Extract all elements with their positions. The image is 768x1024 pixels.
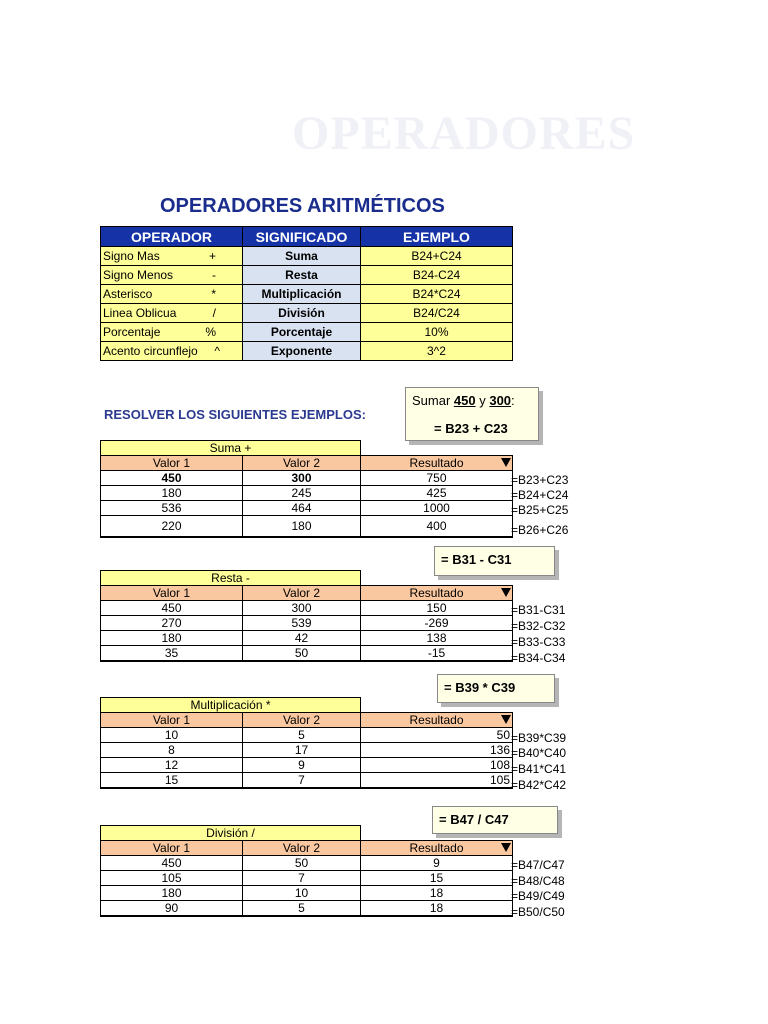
operator-name: Signo Menos: [103, 268, 174, 282]
header-valor-2: Valor 2: [243, 586, 361, 601]
resta-table: [100, 570, 513, 662]
blank-cell: [361, 826, 513, 841]
blank-cell: [361, 441, 513, 456]
table-row: [101, 646, 513, 662]
valor-1-cell[interactable]: 450: [101, 471, 243, 486]
table-row: [101, 516, 513, 538]
formula-text: =B48/C48: [511, 874, 565, 888]
formula-text: =B25+C25: [511, 503, 569, 517]
operator-symbol: ^: [214, 344, 220, 358]
meaning-cell[interactable]: Suma: [243, 247, 361, 266]
formula-text: =B39*C39: [511, 731, 567, 745]
meaning-cell[interactable]: Resta: [243, 266, 361, 285]
valor-2-cell[interactable]: 10: [243, 886, 361, 901]
valor-2-cell[interactable]: 300: [243, 601, 361, 616]
division-table: [100, 825, 513, 917]
exercises-heading: RESOLVER LOS SIGUIENTES EJEMPLOS:: [104, 407, 366, 422]
valor-1-cell[interactable]: 35: [101, 646, 243, 662]
resultado-cell[interactable]: 400: [361, 516, 513, 538]
valor-2-cell[interactable]: 5: [243, 901, 361, 917]
valor-1-cell[interactable]: 536: [101, 501, 243, 516]
note-formula: = B47 / C47: [439, 812, 509, 827]
valor-2-cell[interactable]: 5: [243, 728, 361, 743]
valor-1-cell[interactable]: 10: [101, 728, 243, 743]
example-cell[interactable]: B24*C24: [361, 285, 513, 304]
note-value-b: 300: [489, 393, 512, 408]
table-title: División /: [101, 826, 361, 841]
valor-1-cell[interactable]: 12: [101, 758, 243, 773]
operator-name: Asterisco: [103, 287, 153, 301]
valor-2-cell[interactable]: 7: [243, 773, 361, 789]
table-row: [101, 886, 513, 901]
valor-2-cell[interactable]: 464: [243, 501, 361, 516]
resultado-cell[interactable]: 108: [361, 758, 513, 773]
operator-row: [101, 323, 513, 342]
table-title-row: [101, 571, 513, 586]
valor-2-cell[interactable]: 180: [243, 516, 361, 538]
meaning-cell[interactable]: Exponente: [243, 342, 361, 361]
meaning-cell[interactable]: División: [243, 304, 361, 323]
table-row: [101, 486, 513, 501]
operators-header-row: [101, 227, 513, 247]
resultado-cell[interactable]: 105: [361, 773, 513, 789]
valor-2-cell[interactable]: 50: [243, 646, 361, 662]
blank-cell: [361, 571, 513, 586]
operator-row: [101, 342, 513, 361]
resultado-cell[interactable]: 9: [361, 856, 513, 871]
formula-text: =B24+C24: [511, 488, 569, 502]
table-row: [101, 501, 513, 516]
operator-symbol: -: [212, 268, 216, 282]
operators-table: [100, 226, 513, 361]
valor-2-cell[interactable]: 300: [243, 471, 361, 486]
operator-name: Linea Oblicua: [103, 306, 177, 320]
resultado-cell[interactable]: 750: [361, 471, 513, 486]
operator-cell[interactable]: [101, 304, 243, 323]
column-header-row: [101, 456, 513, 471]
note-formula: = B39 * C39: [444, 680, 516, 695]
example-cell[interactable]: B24-C24: [361, 266, 513, 285]
operator-symbol: %: [205, 325, 216, 339]
header-resultado: Resultado: [361, 586, 513, 601]
operator-cell[interactable]: [101, 323, 243, 342]
header-valor-2: Valor 2: [243, 456, 361, 471]
operator-row: [101, 285, 513, 304]
formula-text: =B42*C42: [511, 778, 567, 792]
operator-row: [101, 266, 513, 285]
resultado-cell[interactable]: 138: [361, 631, 513, 646]
table-row: [101, 471, 513, 486]
valor-1-cell[interactable]: 90: [101, 901, 243, 917]
resultado-cell[interactable]: -269: [361, 616, 513, 631]
blank-cell: [361, 698, 513, 713]
header-significado: SIGNIFICADO: [243, 227, 361, 247]
table-row: [101, 631, 513, 646]
note-value-a: 450: [453, 393, 476, 408]
header-valor-1: Valor 1: [101, 586, 243, 601]
header-resultado: Resultado: [361, 456, 513, 471]
valor-2-cell[interactable]: 9: [243, 758, 361, 773]
resultado-cell[interactable]: 136: [361, 743, 513, 758]
operator-row: [101, 304, 513, 323]
example-cell[interactable]: B24/C24: [361, 304, 513, 323]
table-row: [101, 901, 513, 917]
table-title-row: [101, 441, 513, 456]
valor-1-cell[interactable]: 270: [101, 616, 243, 631]
operator-cell[interactable]: [101, 247, 243, 266]
multiplicacion-table: [100, 697, 513, 789]
watermark-title: OPERADORES: [292, 107, 636, 160]
operator-cell[interactable]: [101, 266, 243, 285]
note-formula: = B31 - C31: [441, 552, 512, 567]
resultado-cell[interactable]: 425: [361, 486, 513, 501]
header-valor-2: Valor 2: [243, 841, 361, 856]
example-cell[interactable]: B24+C24: [361, 247, 513, 266]
valor-2-cell[interactable]: 245: [243, 486, 361, 501]
column-header-row: [101, 586, 513, 601]
column-header-row: [101, 841, 513, 856]
valor-1-cell[interactable]: 450: [101, 856, 243, 871]
valor-1-cell[interactable]: 105: [101, 871, 243, 886]
resultado-cell[interactable]: 150: [361, 601, 513, 616]
column-header-row: [101, 713, 513, 728]
operator-cell[interactable]: [101, 285, 243, 304]
formula-text: =B49/C49: [511, 889, 565, 903]
valor-2-cell[interactable]: 42: [243, 631, 361, 646]
valor-1-cell[interactable]: 180: [101, 886, 243, 901]
table-row: [101, 773, 513, 789]
header-ejemplo: EJEMPLO: [361, 227, 513, 247]
note-formula: = B23 + C23: [434, 421, 508, 436]
formula-text: =B23+C23: [511, 473, 569, 487]
valor-2-cell[interactable]: 7: [243, 871, 361, 886]
table-row: [101, 871, 513, 886]
operator-name: Acento circunflejo: [103, 344, 198, 358]
note-prefix: Sumar: [412, 393, 454, 408]
valor-2-cell[interactable]: 50: [243, 856, 361, 871]
table-title-row: [101, 698, 513, 713]
formula-text: =B34-C34: [511, 651, 566, 665]
formula-text: =B31-C31: [511, 603, 566, 617]
valor-1-cell[interactable]: 450: [101, 601, 243, 616]
formula-text: =B47/C47: [511, 858, 565, 872]
valor-1-cell[interactable]: 180: [101, 631, 243, 646]
resultado-cell[interactable]: 15: [361, 871, 513, 886]
header-valor-2: Valor 2: [243, 713, 361, 728]
table-row: [101, 728, 513, 743]
valor-2-cell[interactable]: 17: [243, 743, 361, 758]
sum-comment-note: [405, 387, 539, 441]
formula-text: =B33-C33: [511, 635, 566, 649]
operator-symbol: +: [208, 249, 216, 263]
table-title: Resta -: [101, 571, 361, 586]
resultado-cell[interactable]: 1000: [361, 501, 513, 516]
table-row: [101, 743, 513, 758]
header-valor-1: Valor 1: [101, 456, 243, 471]
resultado-cell[interactable]: -15: [361, 646, 513, 662]
note-suffix: :: [511, 393, 515, 408]
table-row: [101, 616, 513, 631]
valor-2-cell[interactable]: 539: [243, 616, 361, 631]
operator-name: Porcentaje: [103, 325, 161, 339]
table-row: [101, 758, 513, 773]
table-row: [101, 856, 513, 871]
operator-symbol: *: [211, 287, 216, 301]
operator-cell[interactable]: [101, 342, 243, 361]
header-resultado: Resultado: [361, 841, 513, 856]
table-title: Suma +: [101, 441, 361, 456]
operator-name: Signo Mas: [103, 249, 160, 263]
valor-1-cell[interactable]: 15: [101, 773, 243, 789]
resultado-cell[interactable]: 18: [361, 886, 513, 901]
table-title: Multiplicación *: [101, 698, 361, 713]
resultado-cell[interactable]: 18: [361, 901, 513, 917]
header-valor-1: Valor 1: [101, 713, 243, 728]
formula-text: =B50/C50: [511, 905, 565, 919]
operator-symbol: /: [212, 306, 216, 320]
header-valor-1: Valor 1: [101, 841, 243, 856]
example-cell[interactable]: 3^2: [361, 342, 513, 361]
note-mid: y: [475, 393, 490, 408]
page-heading: OPERADORES ARITMÉTICOS: [160, 195, 445, 217]
table-row: [101, 601, 513, 616]
valor-1-cell[interactable]: 180: [101, 486, 243, 501]
header-resultado: Resultado: [361, 713, 513, 728]
formula-text: =B26+C26: [511, 523, 569, 537]
meaning-cell[interactable]: Porcentaje: [243, 323, 361, 342]
example-cell[interactable]: 10%: [361, 323, 513, 342]
formula-text: =B32-C32: [511, 619, 566, 633]
valor-1-cell[interactable]: 220: [101, 516, 243, 538]
meaning-cell[interactable]: Multiplicación: [243, 285, 361, 304]
suma-table: [100, 440, 513, 538]
formula-text: =B40*C40: [511, 746, 567, 760]
valor-1-cell[interactable]: 8: [101, 743, 243, 758]
resultado-cell[interactable]: 50: [361, 728, 513, 743]
table-title-row: [101, 826, 513, 841]
formula-text: =B41*C41: [511, 762, 567, 776]
header-operador: OPERADOR: [101, 227, 243, 247]
operator-row: [101, 247, 513, 266]
